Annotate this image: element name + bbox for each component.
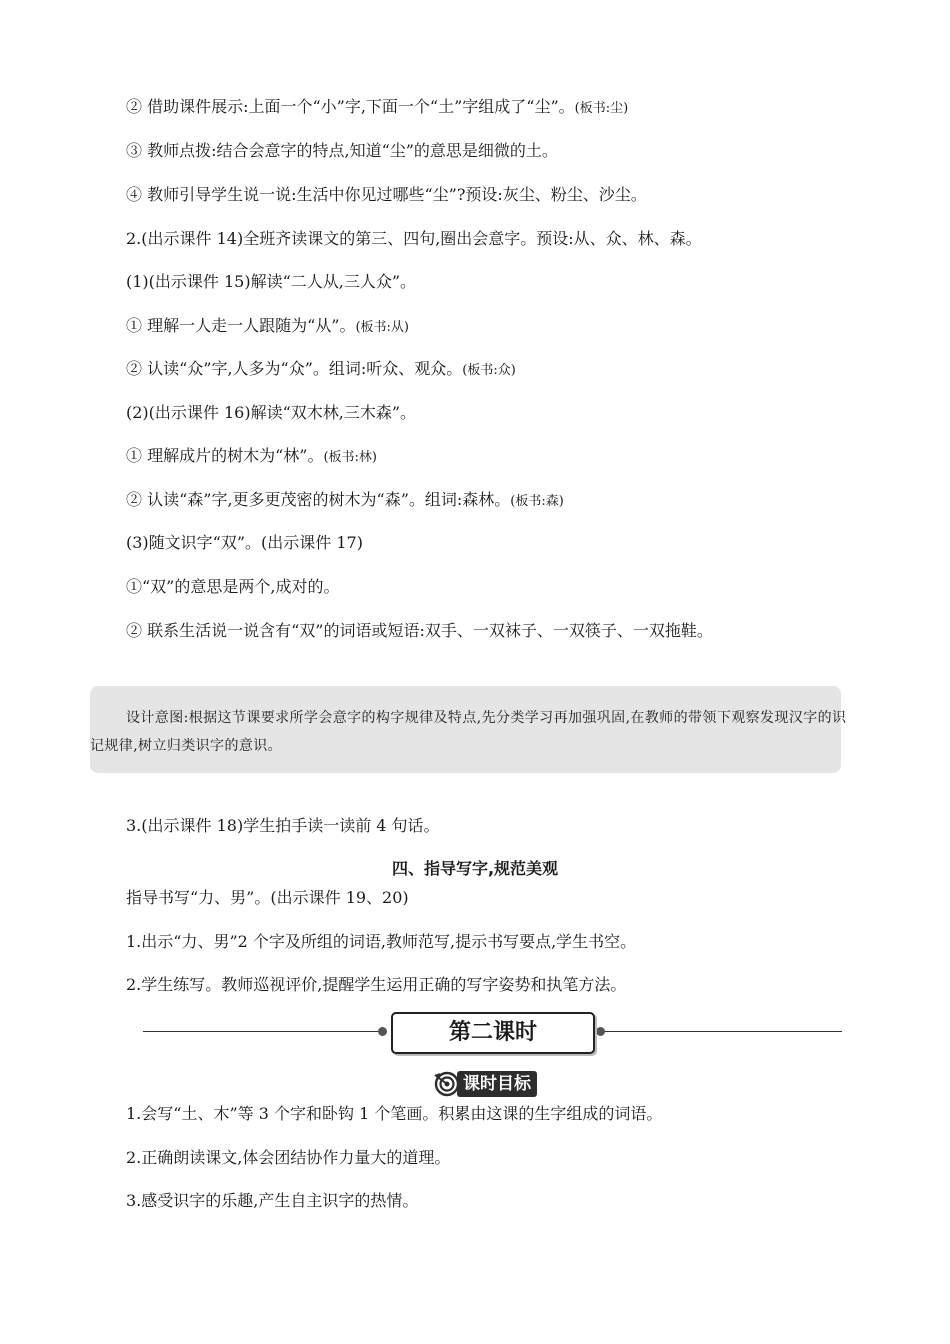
board-note: (板书:众) [462,363,516,378]
divider-dot [596,1027,605,1036]
text-line: ① 理解一人走一人跟随为“从”。(板书:从) [126,316,409,335]
divider-dot [378,1027,387,1036]
goal-item: 2.正确朗读课文,体会团结协作力量大的道理。 [126,1148,451,1167]
divider-left [143,1031,383,1032]
board-note: (板书:从) [355,320,409,335]
text-line: 1.出示“力、男”2 个字及所组的词语,教师范写,提示书写要点,学生书空。 [126,932,637,951]
text-line: (2)(出示课件 16)解读“双木林,三木森”。 [126,403,417,422]
board-note: (板书:林) [323,450,377,465]
goal-item: 1.会写“土、木”等 3 个字和卧钩 1 个笔画。积累由这课的生字组成的词语。 [126,1104,663,1123]
text-line: (1)(出示课件 15)解读“二人从,三人众”。 [126,272,417,291]
text-line: ② 借助课件展示:上面一个“小”字,下面一个“土”字组成了“尘”。(板书:尘) [126,97,629,116]
text-line: ①“双”的意思是两个,成对的。 [126,577,340,596]
text-line: 2.(出示课件 14)全班齐读课文的第三、四句,圈出会意字。预设:从、众、林、森。 [126,229,702,248]
text-line: 指导书写“力、男”。(出示课件 19、20) [126,888,409,907]
goal-item: 3.感受识字的乐趣,产生自主识字的热情。 [126,1191,419,1210]
board-note: (板书:森) [510,494,564,509]
text-line: 3.(出示课件 18)学生拍手读一读前 4 句话。 [126,816,440,835]
text-line: ③ 教师点拨:结合会意字的特点,知道“尘”的意思是细微的土。 [126,141,558,160]
text-line: ④ 教师引导学生说一说:生活中你见过哪些“尘”?预设:灰尘、粉尘、沙尘。 [126,185,647,204]
text-line: ② 认读“众”字,人多为“众”。组词:听众、观众。(板书:众) [126,359,516,378]
board-note: (板书:尘) [574,101,629,116]
text-line: ① 理解成片的树木为“林”。(板书:林) [126,446,377,465]
text-line: (3)随文识字“双”。(出示课件 17) [126,533,363,552]
text-line: ② 联系生活说一说含有“双”的词语或短语:双手、一双袜子、一双筷子、一双拖鞋。 [126,621,713,640]
divider-right [599,1031,842,1032]
lesson-title: 第二课时 [391,1012,595,1054]
section-heading: 四、指导写字,规范美观 [391,859,559,878]
text-line: ② 认读“森”字,更多更茂密的树木为“森”。组词:森林。(板书:森) [126,490,564,509]
text-line: 2.学生练写。教师巡视评价,提醒学生运用正确的写字姿势和执笔方法。 [126,975,627,994]
goals-label: 课时目标 [457,1071,537,1097]
design-intent-text: 设计意图:根据这节课要求所学会意字的构字规律及特点,先分类学习再加强巩固,在教师的带领下观察发现汉字的识记规律,树立归类识字的意识。 [90,710,847,754]
